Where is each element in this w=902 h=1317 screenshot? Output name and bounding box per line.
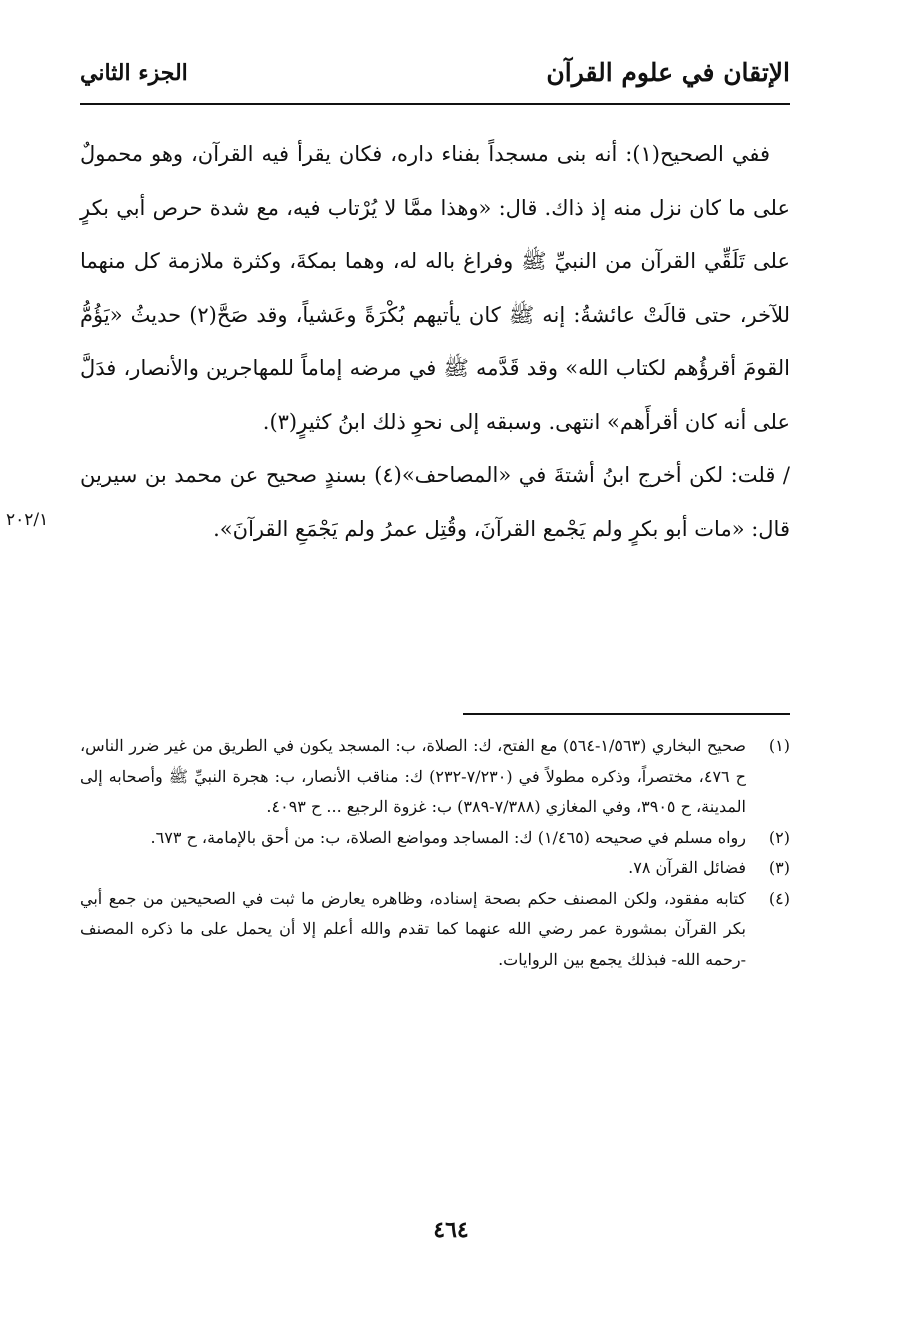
footnote-2 [80,823,790,854]
footnotes [80,731,790,975]
footnote-number: (٤) [768,888,790,908]
footnote-text: صحيح البخاري (١/٥٦٣-٥٦٤) مع الفتح، ك: الصلاة، ب: المسجد يكون في الطريق من غير ضرر الناس، ح ٤٧٦، مختصراً، وذكره مطولاً في (٧/٢٣٠-٢٣٢) ك: مناقب الأنصار، ب: هجرة النبيِّ ﷺ وأصحابه إلى المدينة، ح ٣٩٠٥، وفي المغازي (٧/٣٨٨-٣٨٩) ب: غزوة الرجيع ... ح ٤٠٩٣. [80,736,747,816]
paragraph-1: ففي الصحيح(١): أنه بنى مسجداً بفناء داره، فكان يقرأ فيه القرآن، وهو محمولٌ على ما كان نزل منه إذ ذاك. قال: «وهذا ممَّا لا يُرْتاب فيه، مع شدة حرص أبي بكرٍ على تَلَقِّي القرآن من النبيِّ ﷺ وفراغ باله له، وهما بمكةَ، وكثرة ملازمة كل منهما للآخر، حتى قالَتْ عائشةُ: إنه ﷺ كان يأتيهم بُكْرَةً وعَشياً، وقد صَحَّ(٢) حديثُ «يَؤُمُّ القومَ أقرؤُهم لكتاب الله» وقد قَدَّمه ﷺ في مرضه إماماً للمهاجرين والأنصار، فدَلَّ على أنه كان أقرأَهم» انتهى. وسبقه إلى نحوِ ذلك ابنُ كثيرٍ(٣). [80,142,790,434]
footnote-3 [80,853,790,884]
footnote-1 [80,731,790,823]
footnote-text: كتابه مفقود، ولكن المصنف حكم بصحة إسناده، وظاهره يعارض ما ثبت في الصحيحين من جمع أبي بكر القرآن بمشورة عمر رضي الله عنهما كما تقدم والله أعلم إلا أن يحمل على ما ذكره المصنف -رحمه الله- فبذلك يجمع بين الروايات. [80,888,746,969]
volume-label: الجزء الثاني [80,60,188,86]
running-header [80,58,790,94]
footnote-number: (١) [768,736,790,755]
footnote-number: (٣) [768,858,790,877]
header-rule [80,103,790,105]
book-title: الإتقان في علوم القرآن [546,58,790,87]
footnote-text: رواه مسلم في صحيحه (١/٤٦٥) ك: المساجد ومواضع الصلاة، ب: من أحق بالإمامة، ح ٦٧٣. [150,827,746,847]
footnote-text: فضائل القرآن ٧٨. [628,858,746,877]
footnote-number: (٢) [768,827,790,847]
footnote-rule [463,713,790,715]
main-text [80,128,790,556]
paragraph-2: / قلت: لكن أخرج ابنُ أشتةَ في «المصاحف»(٤) بسندٍ صحيح عن محمد بن سيرين قال: «مات أبو بكرٍ ولم يَجْمع القرآنَ، وقُتِل عمرُ ولم يَجْمَعِ القرآنَ». [80,463,790,541]
margin-reference: ٢٠٢/١ [6,510,49,530]
footnote-4 [80,884,790,976]
page-number: ٤٦٤ [433,1217,469,1243]
